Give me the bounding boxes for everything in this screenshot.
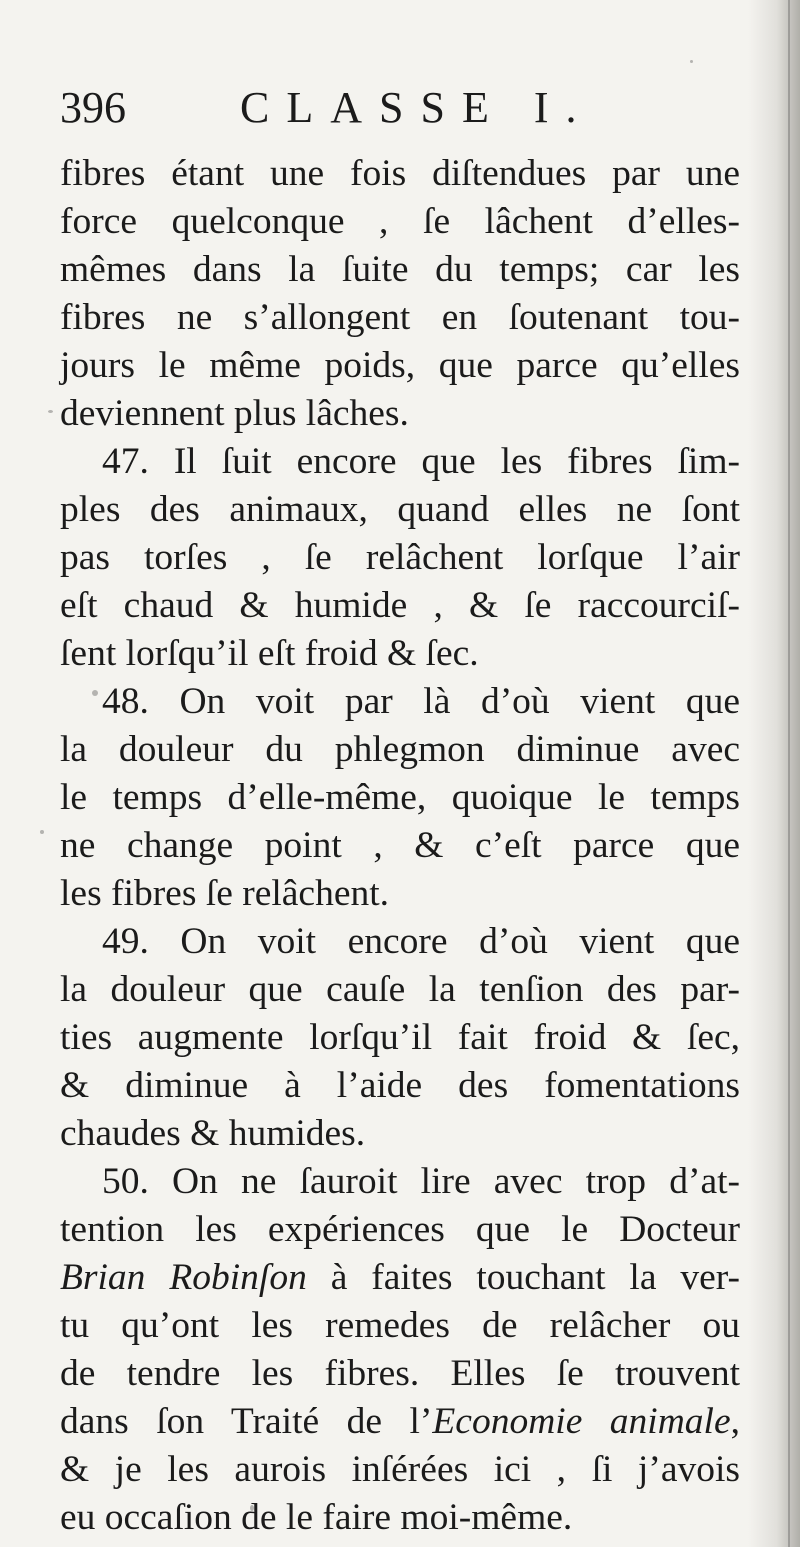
text-line: fibres étant une fois diſtendues par une bbox=[60, 153, 740, 194]
page-edge bbox=[788, 0, 790, 1547]
text-line: ſent lorſqu’il eſt froid & ſec. bbox=[60, 633, 479, 674]
text-line-with-italic bbox=[60, 1254, 740, 1302]
page-header bbox=[60, 82, 750, 142]
text-fragment: dans ſon Traité de l’ bbox=[60, 1401, 433, 1442]
text-line: force quelconque , ſe lâchent d’elles- bbox=[60, 201, 740, 242]
page-gutter-shadow bbox=[748, 0, 800, 1547]
text-line: ties augmente lorſqu’il fait froid & ſec, bbox=[60, 1017, 740, 1058]
page-number: 396 bbox=[60, 83, 126, 132]
paragraph-50-first-line: 50. On ne ſauroit lire avec trop d’at- bbox=[102, 1161, 740, 1202]
print-speck bbox=[250, 1505, 254, 1511]
body-text bbox=[60, 150, 740, 1542]
author-name: Brian Robinſon bbox=[60, 1257, 307, 1298]
text-line: de tendre les fibres. Elles ſe trouvent bbox=[60, 1353, 740, 1394]
text-line: fibres ne s’allongent en ſoutenant tou- bbox=[60, 297, 740, 338]
text-line: la douleur du phlegmon diminue avec bbox=[60, 729, 740, 770]
print-speck bbox=[40, 830, 44, 834]
text-line: tention les expériences que le Docteur bbox=[60, 1209, 740, 1250]
text-line: ne change point , & c’eſt parce que bbox=[60, 825, 740, 866]
text-line: & diminue à l’aide des fomentations bbox=[60, 1065, 740, 1106]
text-line: eu occaſion de le faire moi-même. bbox=[60, 1497, 573, 1538]
text-line: eſt chaud & humide , & ſe raccourciſ- bbox=[60, 585, 740, 626]
text-line: & je les aurois inſérées ici , ſi j’avois bbox=[60, 1449, 740, 1490]
text-line: la douleur que cauſe la tenſion des par- bbox=[60, 969, 740, 1010]
paragraph-49-first-line: 49. On voit encore d’où vient que bbox=[102, 921, 740, 962]
text-line: deviennent plus lâches. bbox=[60, 393, 409, 434]
text-line: chaudes & humides. bbox=[60, 1113, 366, 1154]
text-line: pas torſes , ſe relâchent lorſque l’air bbox=[60, 537, 740, 578]
print-speck bbox=[48, 410, 53, 413]
text-line: le temps d’elle-même, quoique le temps bbox=[60, 777, 740, 818]
paragraph-48-first-line: 48. On voit par là d’où vient que bbox=[102, 681, 740, 722]
text-line: ples des animaux, quand elles ne ſont bbox=[60, 489, 740, 530]
text-line: jours le même poids, que parce qu’elles bbox=[60, 345, 740, 386]
running-head: CLASSE I. bbox=[240, 83, 594, 132]
text-line: tu qu’ont les remedes de relâcher ou bbox=[60, 1305, 740, 1346]
text-line: mêmes dans la ſuite du temps; car les bbox=[60, 249, 740, 290]
text-line-with-italic bbox=[60, 1398, 740, 1446]
print-speck bbox=[690, 60, 693, 63]
book-title: Economie animale bbox=[432, 1401, 731, 1442]
text-line: les fibres ſe relâchent. bbox=[60, 873, 390, 914]
text-fragment: à faites touchant la ver- bbox=[306, 1257, 740, 1298]
print-speck bbox=[92, 690, 98, 696]
paragraph-47-first-line: 47. Il ſuit encore que les fibres ſim- bbox=[102, 441, 740, 482]
text-fragment: , bbox=[730, 1401, 740, 1442]
